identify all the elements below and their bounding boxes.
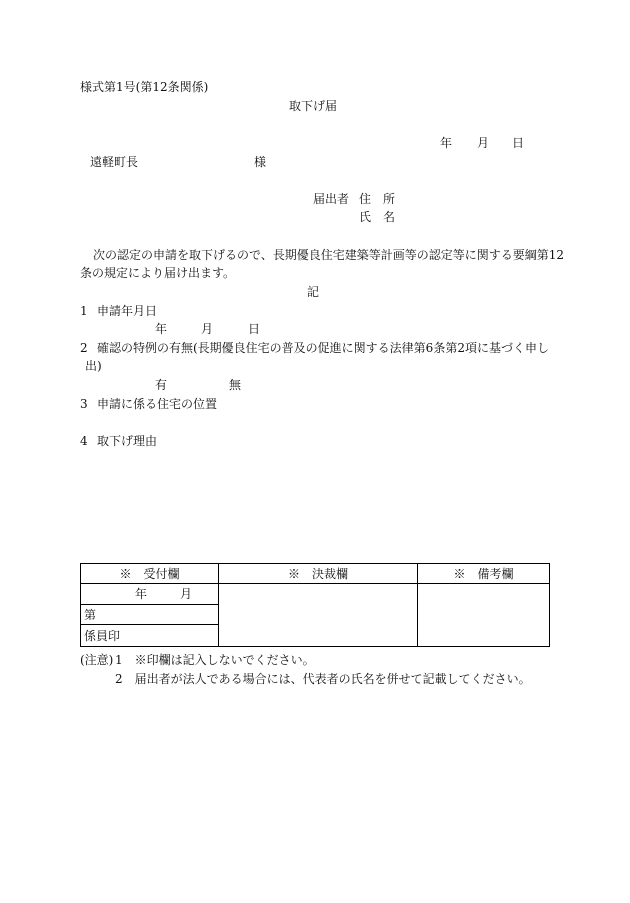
approval-cell [219, 584, 418, 647]
applicant-label: 届出者 [313, 192, 350, 206]
applicant-address-label: 住 所 [359, 192, 396, 206]
submission-date-year: 年 [440, 136, 453, 150]
addressee-honorific: 様 [254, 155, 267, 169]
remarks-column-header: ※ 備考欄 [418, 564, 550, 584]
remarks-cell [418, 584, 550, 647]
office-use-table [80, 563, 550, 647]
approval-column-header: ※ 決裁欄 [219, 564, 418, 584]
reception-date-cell [81, 584, 219, 605]
item-2-option-yes: 有 [155, 378, 168, 392]
submission-date-day: 日 [512, 136, 525, 150]
addressee-name: 遠軽町長 [90, 155, 139, 169]
reception-number-cell: 第 [81, 605, 219, 625]
reception-month: 月 [180, 587, 193, 601]
body-line-1: 次の認定の申請を取下げるので、長期優良住宅建築等計画等の認定等に関する要綱第12 [93, 248, 565, 262]
item-2-label-line-1: 確認の特例の有無(長期優良住宅の普及の促進に関する法律第6条第2項に基づく申し [97, 341, 549, 355]
item-1-year: 年 [155, 322, 168, 336]
applicant-name-label: 氏 名 [359, 210, 396, 224]
submission-date-month: 月 [477, 136, 490, 150]
form-number: 様式第1号(第12条関係) [80, 80, 209, 94]
item-1-day: 日 [248, 322, 261, 336]
item-4-number: 4 [80, 434, 88, 448]
item-1-number: 1 [80, 304, 88, 318]
notes-label: (注意) [80, 653, 114, 667]
ki-heading: 記 [307, 285, 320, 299]
item-2-label-line-2: 出) [85, 359, 102, 373]
item-1-month: 月 [201, 322, 214, 336]
note-2: 2 届出者が法人である場合には、代表者の氏名を併せて記載してください。 [115, 672, 531, 686]
body-line-2: 条の規定により届け出ます。 [80, 266, 236, 280]
item-2-option-no: 無 [229, 378, 242, 392]
item-2-number: 2 [80, 341, 88, 355]
note-1: 1 ※印欄は記入しないでください。 [115, 653, 315, 667]
document-title: 取下げ届 [289, 99, 338, 113]
item-1-label: 申請年月日 [97, 304, 158, 318]
reception-year: 年 [135, 587, 148, 601]
item-4-label: 取下げ理由 [97, 434, 158, 448]
reception-column-header: ※ 受付欄 [81, 564, 219, 584]
item-3-number: 3 [80, 397, 88, 411]
item-3-label: 申請に係る住宅の位置 [97, 397, 218, 411]
reception-staff-seal-cell: 係員印 [81, 625, 219, 647]
